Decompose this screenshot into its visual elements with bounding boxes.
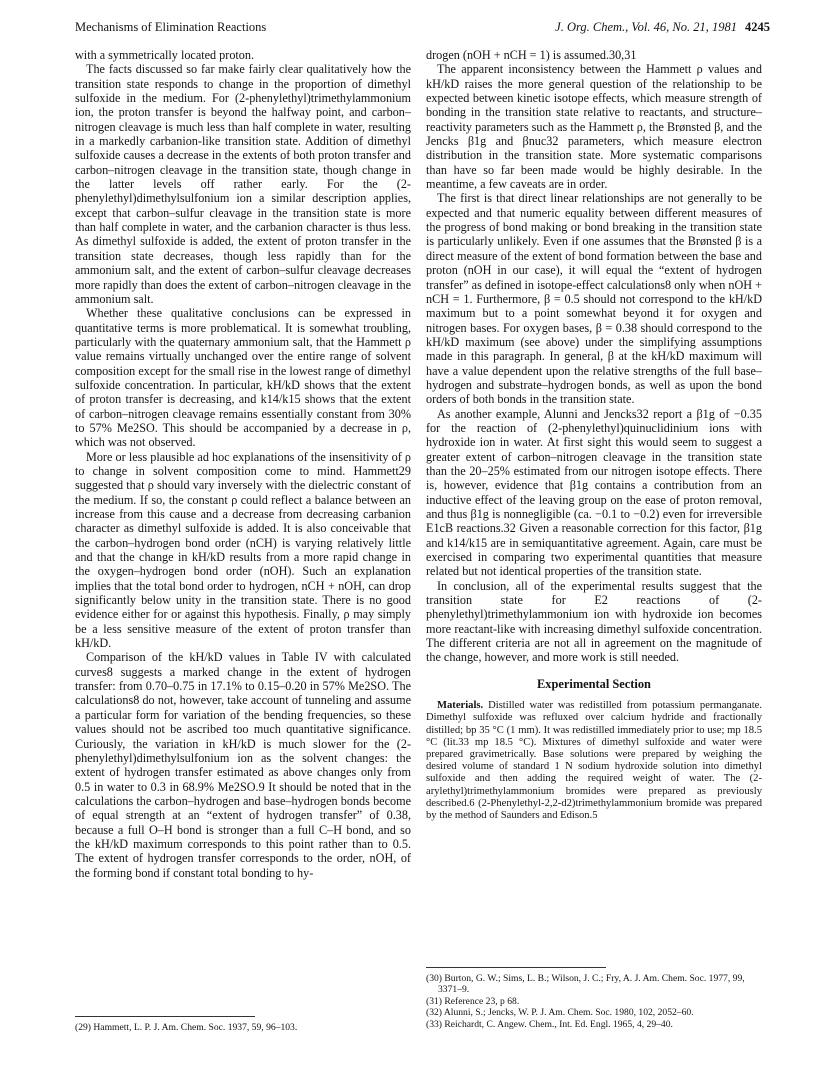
paragraph: Comparison of the kH/kD values in Table IV with calculated curves8 suggests a marked change in the extent of hydrogen transfer: from 0.70–0.75 in 17.1% to 0.15–0.20 in 57% Me2SO. The calculations8 do not, however, take account of tunneling and assume a particular form for variation of the bending frequencies, so these values should not be ascribed too much quantitative significance. Curiously, the variation in kH/kD is much slower for the (2-phenylethyl)dimethylsulfonium ion as the solvent changes: the extent of hydrogen transfer estimated as above changes only from 0.5 in water to 0.3 in 68.9% Me2SO.9 It should be noted that in the calculations the carbon–hydrogen and base–hydrogen bonds become of equal strength at an “extent of hydrogen transfer” of 0.38, because a full O–H bond is stronger than a full C–H bond, and so the kH/kD maximum corresponds to this point rather than to 0.5. The extent of hydrogen transfer corresponds to the order, nOH, of the forming bond if constant total bonding to hy- <box>75 650 411 880</box>
paragraph: drogen (nOH + nCH = 1) is assumed.30,31 <box>426 48 637 62</box>
footnote: (32) Alunni, S.; Jencks, W. P. J. Am. Chem. Soc. 1980, 102, 2052–60. <box>426 1007 694 1019</box>
paragraph: Whether these qualitative conclusions can be expressed in quantitative terms is more problematical. It is somewhat troubling, particularly with the quaternary ammonium salt, that the Hammett ρ value remains virtually unchanged over the entire range of solvent composition except for the small rise in the lowest range of dimethyl sulfoxide concentration. In particular, kH/kD shows that the extent of proton transfer is decreasing, and k14/k15 shows that the extent of carbon–nitrogen cleavage remains essentially constant from 30% to 57% Me2SO. This should be accompanied by a decrease in ρ, which was not observed. <box>75 306 411 450</box>
right-footnotes <box>426 967 762 1030</box>
footnote: (33) Reichardt, C. Angew. Chem., Int. Ed. Engl. 1965, 4, 29–40. <box>426 1018 673 1030</box>
paragraph: with a symmetrically located proton. <box>75 48 255 62</box>
footnote: (31) Reference 23, p 68. <box>426 995 520 1007</box>
journal-citation: J. Org. Chem., Vol. 46, No. 21, 1981 <box>555 20 737 34</box>
right-column <box>426 48 762 822</box>
paragraph: More or less plausible ad hoc explanations of the insensitivity of ρ to change in solvent composition come to mind. Hammett29 suggested that ρ should vary inversely with the dielectric constant of the medium. If so, the constant ρ could reflect a balance between an increase from this cause and a decrease from decreasing carbanion character as dimethyl sulfoxide is added. It is also conceivable that the carbon–hydrogen bond order (nCH) is varying relatively little and that the change in kH/kD results from a more rapid change in the oxygen–hydrogen bond order (nOH). Such an explanation implies that the total bond order to hydrogen, nCH + nOH, can drop significantly below unity in the transition state. There is no good evidence either for or against this hypothesis. Finally, ρ may simply be a less sensitive measure of the extent of proton transfer than kH/kD. <box>75 449 411 651</box>
page-number: 4245 <box>745 20 770 34</box>
running-title: Mechanisms of Elimination Reactions <box>75 20 267 34</box>
left-footnotes <box>75 1016 411 1033</box>
paragraph: As another example, Alunni and Jencks32 report a β1g of −0.35 for the reaction of (2-phenylethyl)quinuclidinium ions with hydroxide ion in water. At first sight this would seem to suggest a greater extent of carbon–nitrogen cleavage in the transition state than the 20–25% estimated from our nitrogen isotope effects. There is, however, evidence that β1g contains a contribution from an inductive effect of the leaving group on the ease of proton removal, and thus β1g is nonnegligible (ca. −0.1 to −0.2) even for irreversible E1cB reactions.32 Given a reasonable correction for this factor, β1g and k14/k15 are in semiquantitative agreement. Again, care must be exercised in comparing two experimental quantities that measure related but not identical properties of the transition state. <box>426 406 762 579</box>
materials-text: Distilled water was redistilled from potassium permanganate. Dimethyl sulfoxide was refluxed over calcium hydride and fractionally distilled; bp 35 °C (1 mm). It was redistilled immediately prior to use; mp 18.5 °C (lit.33 mp 18.5 °C). Mixtures of dimethyl sulfoxide and water were prepared gravimetrically. Base solutions were prepared by weighing the desired volume of standard 1 N sodium hydroxide solution into dimethyl sulfoxide and then adding the required weight of water. The (2-arylethyl)trimethylammonium bromides were prepared as previously described.6 (2-Phenylethyl-2,2-d2)trimethylammonium bromide was prepared by the method of Saunders and Edison.5 <box>426 700 762 821</box>
paragraph: In conclusion, all of the experimental results suggest that the transition state for E2 reactions of (2-phenylethyl)trimethylammonium ion with hydroxide ion becomes more reactant-like with increasing dimethyl sulfoxide concentration. The different criteria are not all in agreement on the magnitude of the change, however, and more work is still needed. <box>426 578 762 665</box>
experimental-paragraph <box>426 700 762 822</box>
left-column <box>75 48 411 880</box>
journal-citation-header <box>555 20 770 35</box>
materials-label: Materials. <box>437 700 484 712</box>
footnote: (30) Burton, G. W.; Sims, L. B.; Wilson, J. C.; Fry, A. J. Am. Chem. Soc. 1977, 99, 3371–9. <box>426 973 745 996</box>
footnote-rule <box>75 1016 255 1017</box>
paragraph: The facts discussed so far make fairly clear qualitatively how the transition state responds to change in the proportion of dimethyl sulfoxide in the medium. For (2-phenylethyl)trimethylammonium ion, the proton transfer is beyond the halfway point, and carbon–nitrogen cleavage is much less than half complete in water, resulting in a markedly carbanion-like transition state. Addition of dimethyl sulfoxide causes a decrease in the extents of both proton transfer and carbon–nitrogen cleavage in the transition state, though change in the latter levels off rather early. For the (2-phenylethyl)dimethylsulfonium ion a similar description applies, except that carbon–sulfur cleavage in the transition state is more than half complete in water, and the carbanion character is thus less. As dimethyl sulfoxide is added, the extent of proton transfer in the transition state decreases, though less rapidly than for the ammonium salt, and the extent of carbon–sulfur cleavage decreases more rapidly than does the extent of carbon–nitrogen cleavage in the ammonium salt. <box>75 62 411 306</box>
footnote: (29) Hammett, L. P. J. Am. Chem. Soc. 1937, 59, 96–103. <box>75 1022 298 1033</box>
footnote-rule <box>426 967 606 968</box>
paragraph: The apparent inconsistency between the Hammett ρ values and kH/kD raises the more general question of the relationship to be expected between kinetic isotope effects, which measure strength of bonding in the transition state relative to reactants, and structure–reactivity parameters such as the Hammett ρ, the Brønsted β, and the Jencks β1g and βnuc32 parameters, which measure electron distribution in the transition state. More systematic comparisons than have so far been made would be highly desirable. In the meantime, a few caveats are in order. <box>426 62 762 192</box>
paragraph: The first is that direct linear relationships are not generally to be expected and that numeric equality between different measures of the progress of bond making or bond breaking in the transition state is particularly unlikely. Even if one assumes that the Brønsted β is a direct measure of the extent of bond formation between the base and proton (nOH in our case), it will equal the “extent of hydrogen transfer” as defined in isotope-effect calculations8 only when nOH + nCH = 1. Furthermore, β = 0.5 should not correspond to the kH/kD maximum but to a point somewhat beyond it for oxygen and nitrogen bases. For oxygen bases, β = 0.38 should correspond to the kH/kD maximum (see above) under the simplifying assumptions made in this paragraph. In general, β at the kH/kD maximum will have a value dependent upon the relative strengths of the full base–hydrogen and substrate–hydrogen bonds, as well as upon the bond orders of both bonds in the transition state. <box>426 191 762 407</box>
section-heading: Experimental Section <box>537 676 651 691</box>
